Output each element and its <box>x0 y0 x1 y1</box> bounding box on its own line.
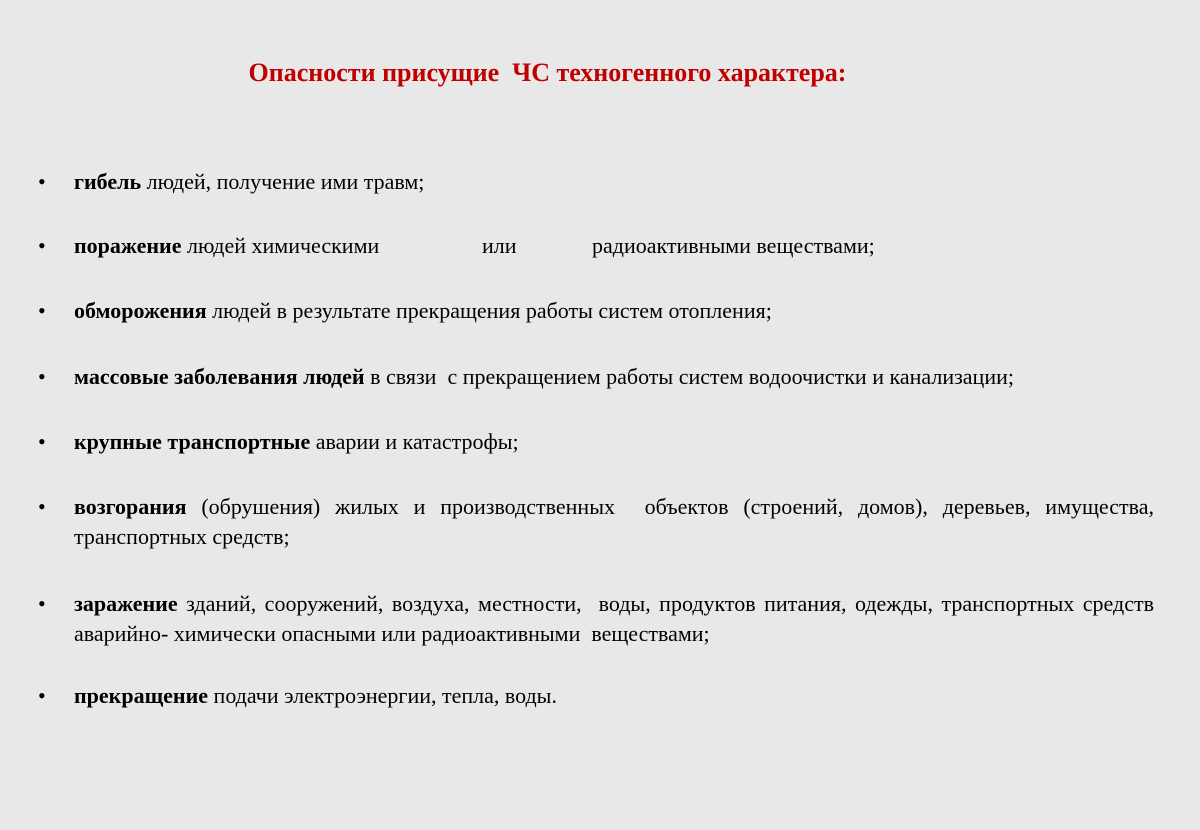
slide-title: Опасности присущие ЧС техногенного характера: <box>248 58 847 87</box>
bullet-icon: • <box>38 591 46 616</box>
list-item-bold: поражение <box>74 233 182 258</box>
list-item-rest: в связи с прекращением работы систем водоочистки и канализации; <box>364 364 1014 389</box>
list-item-rest: людей химическими <box>181 233 380 258</box>
bullet-icon: • <box>38 683 46 708</box>
list-item-rest: аварии и катастрофы; <box>310 429 519 454</box>
list-item-text <box>74 589 1165 649</box>
bullet-icon: • <box>38 494 46 519</box>
list-item-text <box>74 492 1165 552</box>
list-item-rest: людей, получение ими травм; <box>141 169 425 194</box>
list-item-text <box>74 167 1154 197</box>
list-item-rest: подачи электроэнергии, тепла, воды. <box>208 683 557 708</box>
list-item-rest: радиоактивными веществами; <box>592 233 875 258</box>
list-item-text <box>74 362 1154 392</box>
list-item-bold: заражение <box>74 591 178 616</box>
bullet-icon: • <box>38 233 46 258</box>
bullet-icon: • <box>38 298 46 323</box>
list-item-bold: массовые заболевания людей <box>74 364 365 389</box>
list-item-rest: или <box>482 233 517 258</box>
list-item-bold: обморожения <box>74 298 207 323</box>
list-item-bold: возгорания <box>74 494 187 519</box>
bullet-icon: • <box>38 169 46 194</box>
bullet-icon: • <box>38 429 46 454</box>
list-item-rest: (обрушения) жилых и производственных объектов (строений, домов), деревьев, имущества, транспортных средств; <box>74 494 1165 549</box>
list-item-bold: гибель <box>74 169 142 194</box>
list-item-text <box>74 427 1154 457</box>
bullet-icon: • <box>38 364 46 389</box>
list-item-rest: людей в результате прекращения работы систем отопления; <box>206 298 772 323</box>
list-item-text <box>74 296 1154 326</box>
list-item-rest: зданий, сооружений, воздуха, местности, воды, продуктов питания, одежды, транспортных средств аварийно- химически опасными или радиоактивными веществами; <box>74 591 1165 646</box>
list-item-bold: прекращение <box>74 683 209 708</box>
list-item-text <box>74 681 1154 711</box>
list-item-bold: крупные транспортные <box>74 429 311 454</box>
